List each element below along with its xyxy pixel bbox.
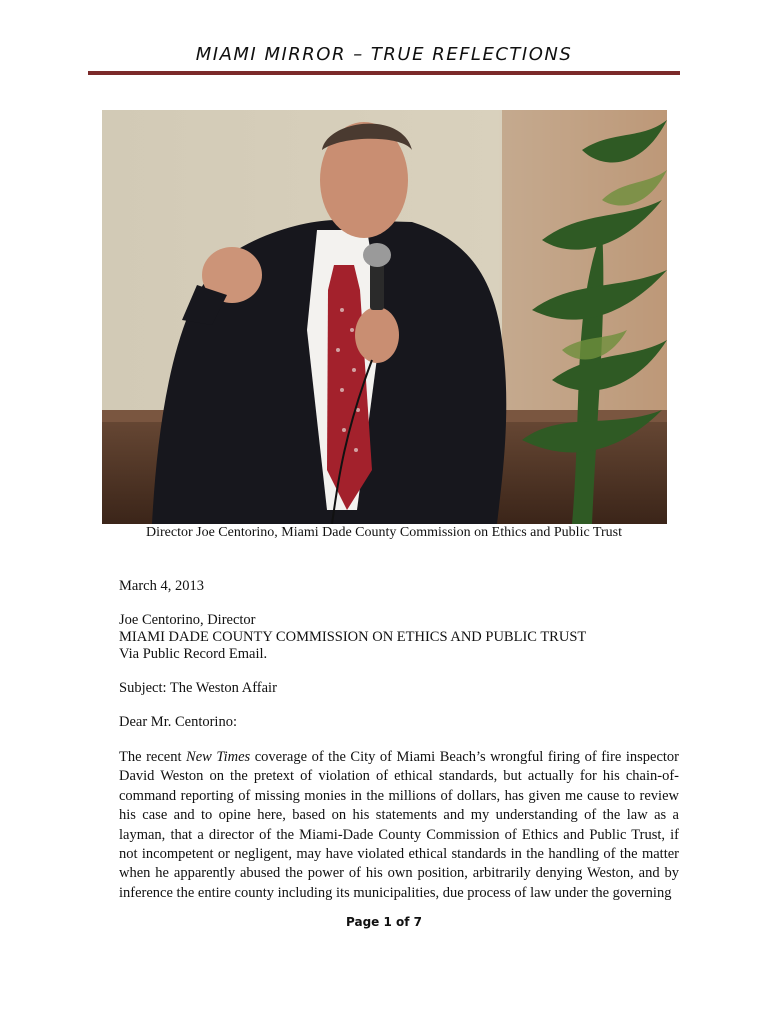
recipient-organization: MIAMI DADE COUNTY COMMISSION ON ETHICS AND PUBLIC TRUST <box>119 629 587 645</box>
director-photo <box>102 110 667 524</box>
body-text-rest: coverage of the City of Miami Beach’s wrongful firing of fire inspector David Weston on the pretext of violation of ethical standards, but actually for his chain-of-command reporting of missing monies in the millions of dollars, has given me cause to review his case and to opine here, based on his statements and my understanding of the law as a layman, that a director of the Miami-Dade County Commission of Ethics and Public Trust, if not incompetent or negligent, may have violated ethical standards in the handling of the matter when he apparently abused the power of his own position, arbitrarily denying Weston, and by inference the entire county including its municipalities, due process of law under the governing <box>119 749 679 901</box>
page-number: Page 1 of 7 <box>346 915 422 929</box>
letter-body-paragraph <box>119 748 679 903</box>
letter-salutation: Dear Mr. Centorino: <box>119 714 237 730</box>
photo-caption: Director Joe Centorino, Miami Dade County Commission on Ethics and Public Trust <box>146 525 622 540</box>
letter-date: March 4, 2013 <box>119 578 204 594</box>
letter-subject: Subject: The Weston Affair <box>119 680 277 696</box>
delivery-method: Via Public Record Email. <box>119 646 268 662</box>
publication-name: New Times <box>186 749 251 765</box>
page-header-title: MIAMI MIRROR – TRUE REFLECTIONS <box>195 44 573 65</box>
recipient-name: Joe Centorino, Director <box>119 612 256 628</box>
body-text-prefix: The recent <box>119 749 187 765</box>
header-divider <box>88 71 680 75</box>
